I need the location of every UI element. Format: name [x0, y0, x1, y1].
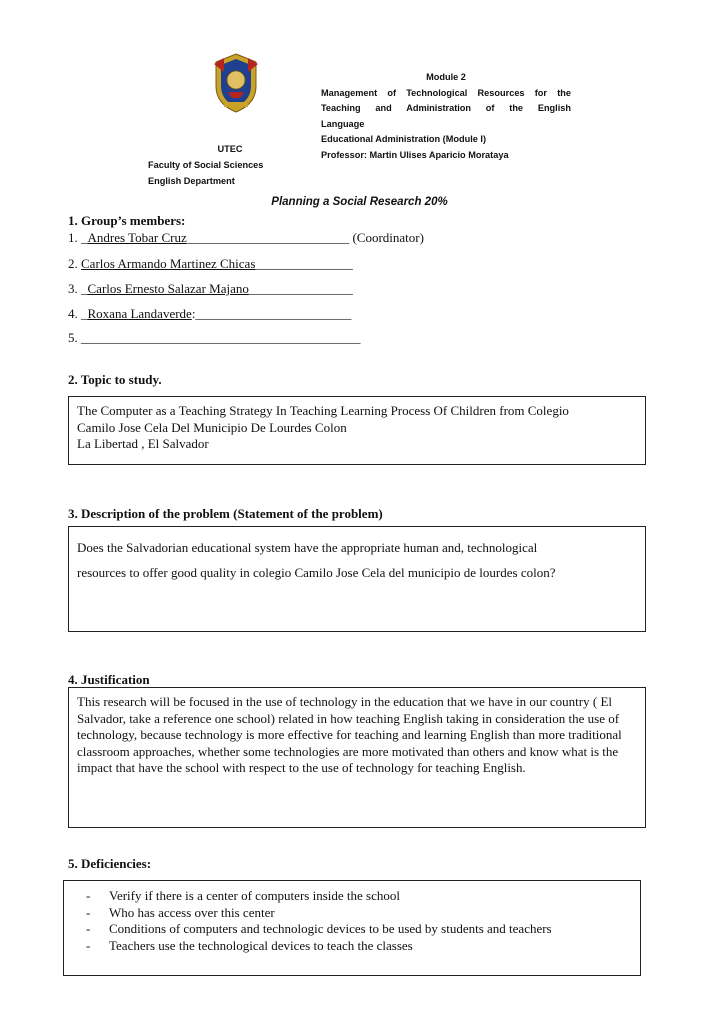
- member-row: [68, 256, 353, 272]
- member-fill: :________________________: [191, 306, 352, 321]
- members-heading: 1. Group’s members:: [68, 213, 186, 228]
- member-number: 4. _: [68, 306, 88, 321]
- justification-box: [68, 687, 646, 828]
- university-seal-icon: [210, 52, 262, 114]
- topic-line: La Libertad , El Salvador: [77, 436, 209, 452]
- bullet-dash: -: [86, 888, 91, 903]
- member-number: 5.: [68, 330, 81, 345]
- course-header: [321, 70, 571, 164]
- deficiencies-box: [63, 880, 641, 976]
- topic-heading: 2. Topic to study.: [68, 372, 162, 387]
- member-row: [68, 230, 424, 246]
- deficiencies-heading: 5. Deficiencies:: [68, 856, 152, 871]
- member-role: (Coordinator): [349, 230, 424, 245]
- member-number: 1. _: [68, 230, 88, 245]
- topic-box: [68, 396, 646, 465]
- justification-text: This research will be focused in the use of technology in the education that we have in our country ( El Salvador, take a reference one school) related in how teaching English taking in consideration the use of technology, because technology is more effective for teaching and learning English than more traditional classroom approaches, whether some technologies are more motivated than others and know what is the impact that have the school with respect to the use of technology for teaching English.: [77, 694, 622, 776]
- member-fill: _______________: [255, 256, 353, 271]
- bullet-dash: -: [86, 937, 91, 953]
- member-number: 2.: [68, 256, 81, 271]
- department-name: English Department: [148, 176, 235, 186]
- member-number: 3. _: [68, 281, 88, 296]
- list-item: [64, 938, 640, 955]
- member-name: Carlos Armando Martinez Chicas: [81, 256, 256, 271]
- list-item: [64, 888, 640, 905]
- member-row: [68, 330, 361, 346]
- member-name: Carlos Ernesto Salazar Majano: [87, 281, 249, 296]
- member-row: [68, 281, 353, 297]
- course-name: Educational Administration (Module I): [321, 134, 487, 145]
- module-title-line1: Management of Technological Resources for the: [321, 87, 571, 98]
- module-title-line2: Teaching and Administration of the English: [321, 103, 571, 114]
- professor-name: Professor: Martin Ulises Aparicio Morataya: [321, 149, 509, 160]
- module-label: Module 2: [426, 72, 466, 82]
- member-name: Andres Tobar Cruz: [87, 230, 187, 245]
- list-item-text: Verify if there is a center of computers inside the school: [109, 888, 400, 903]
- problem-line: Does the Salvadorian educational system have the appropriate human and, technological: [77, 540, 538, 555]
- member-name: Roxana Landaverde: [87, 306, 192, 321]
- list-item: [64, 905, 640, 922]
- list-item: [64, 921, 640, 938]
- list-item-text: Who has access over this center: [109, 904, 275, 920]
- list-item-text: Teachers use the technological devices to teach the classes: [109, 937, 413, 953]
- member-fill: ________________: [248, 281, 353, 296]
- bullet-dash: -: [86, 904, 91, 920]
- list-item-text: Conditions of computers and technologic devices to be used by students and teachers: [109, 921, 552, 937]
- bullet-dash: -: [86, 921, 91, 937]
- faculty-block: [148, 157, 263, 189]
- problem-box: [68, 526, 646, 632]
- deficiencies-list: [64, 888, 640, 954]
- topic-line: Camilo Jose Cela Del Municipio De Lourdes Colon: [77, 419, 347, 435]
- institution-name: UTEC: [217, 144, 243, 154]
- member-fill: _________________________: [186, 230, 350, 245]
- member-row: [68, 306, 351, 322]
- problem-line: resources to offer good quality in colegio Camilo Jose Cela del municipio de lourdes colon?: [77, 565, 556, 580]
- problem-heading: 3. Description of the problem (Statement of the problem): [68, 506, 383, 521]
- page-title: Planning a Social Research 20%: [271, 196, 448, 208]
- member-fill: ___________________________________________: [81, 330, 361, 345]
- topic-line: The Computer as a Teaching Strategy In Teaching Learning Process Of Children from Colegio: [77, 403, 569, 418]
- faculty-name: Faculty of Social Sciences: [148, 160, 264, 170]
- module-title-line3: Language: [321, 118, 365, 129]
- justification-heading: 4. Justification: [68, 672, 150, 687]
